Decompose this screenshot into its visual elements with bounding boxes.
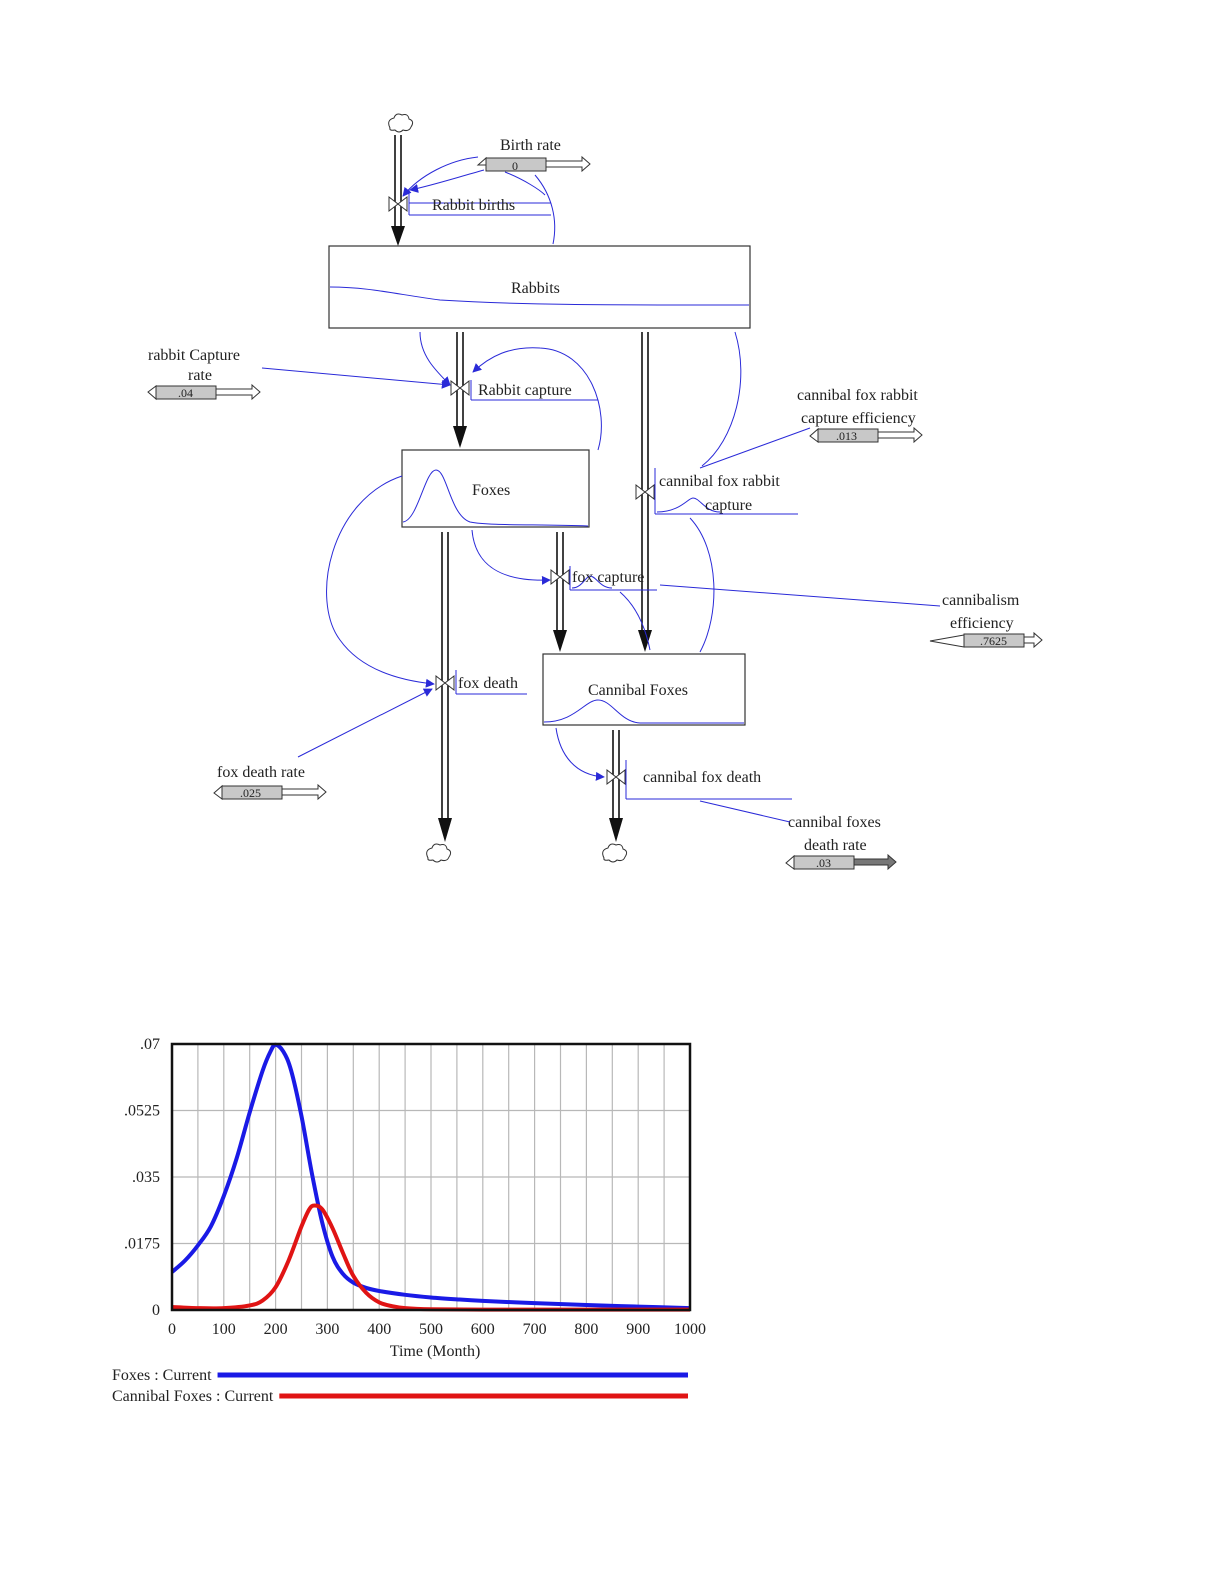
fox-death-label: fox death [458,675,518,692]
source-cloud-icon [389,114,413,132]
cannibalism-efficiency-label-1: cannibalism [942,592,1020,609]
foxes-line-chart [0,1030,760,1430]
x-tick-label: 600 [470,1321,495,1338]
rabbit-capture-rate-slider[interactable] [148,347,260,400]
y-tick-label: 0 [152,1302,160,1319]
legend-label: Cannibal Foxes : Current [112,1388,274,1405]
cannibal-fox-rabbit-capture-flow[interactable] [655,468,798,514]
x-tick-label: 300 [315,1321,340,1338]
chart-axes [124,1036,706,1338]
cannibal-fox-death-label: cannibal fox death [643,769,762,786]
cannibal-fox-rabbit-capture-efficiency-slider[interactable] [797,387,922,443]
rabbit-capture-rate-label-1: rabbit Capture [148,347,240,364]
x-tick-label: 400 [367,1321,392,1338]
cfdr-label-2: death rate [804,837,867,854]
valve-icon-cannibal-fox-death [607,770,625,784]
valve-icon-rabbit-births [389,197,407,211]
birth-rate-value: 0 [512,159,518,173]
rabbit-births-flow[interactable] [409,190,551,215]
x-tick-label: 0 [168,1321,176,1338]
foxes-label: Foxes [472,482,511,499]
rabbits-label: Rabbits [511,280,560,297]
cannibalism-efficiency-value: .7625 [980,634,1007,648]
x-tick-label: 900 [626,1321,651,1338]
flow-pipe-cannibal-fox-death [609,730,623,842]
valve-icon-cannibal-fox-rabbit-capture [636,485,654,499]
fox-capture-label: fox capture [572,569,645,586]
birth-rate-label: Birth rate [500,137,561,154]
birth-rate-slider[interactable] [478,137,590,173]
fox-capture-flow[interactable] [570,566,657,590]
fox-death-flow[interactable] [456,670,527,694]
cannibalism-efficiency-slider[interactable] [930,592,1042,648]
rabbit-capture-rate-value: .04 [178,386,193,400]
fox-death-rate-slider[interactable] [214,764,326,800]
foxes-stock[interactable] [402,450,589,527]
cfdr-value: .03 [816,856,831,870]
rabbit-capture-rate-label-2: rate [188,367,212,384]
cannibal-foxes-label: Cannibal Foxes [588,682,688,699]
cannibalism-efficiency-label-2: efficiency [950,615,1014,632]
cannibal-fox-rabbit-capture-label-2: capture [705,497,753,514]
chart-legend [112,1367,688,1405]
cannibal-foxes-death-rate-slider[interactable] [786,814,896,870]
y-tick-label: .0525 [124,1102,160,1120]
rabbit-capture-label: Rabbit capture [478,382,572,399]
cfrce-label-2: capture efficiency [801,410,916,427]
cfrce-value: .013 [836,429,857,443]
rabbit-capture-flow[interactable] [471,380,598,400]
x-tick-label: 100 [211,1321,236,1338]
x-tick-label: 800 [574,1321,599,1338]
y-tick-label: .035 [132,1169,160,1186]
cannibal-foxes-stock[interactable] [543,654,745,725]
valve-icon-fox-capture [551,570,569,584]
cfrce-label-1: cannibal fox rabbit [797,387,918,404]
sink-cloud-icon [427,844,451,862]
y-tick-label: .0175 [124,1235,160,1253]
flow-pipe-fox-capture [553,532,567,652]
fox-death-rate-value: .025 [240,786,261,800]
y-tick-label: .07 [140,1036,160,1053]
x-tick-label: 200 [263,1321,288,1338]
chart-grid [172,1044,690,1310]
flow-pipe-rabbit-births [391,135,405,246]
sink-cloud-icon-2 [603,844,627,862]
cfdr-label-1: cannibal foxes [788,814,881,831]
x-tick-label: 1000 [674,1321,706,1338]
rabbits-stock[interactable] [329,246,750,328]
legend-label: Foxes : Current [112,1367,212,1384]
valve-icon-fox-death [436,676,454,690]
x-tick-label: 700 [522,1321,547,1338]
x-tick-label: 500 [419,1321,443,1338]
cannibal-fox-rabbit-capture-label-1: cannibal fox rabbit [659,473,780,490]
valve-icon-rabbit-capture [451,381,469,395]
fox-death-rate-label: fox death rate [217,764,305,781]
cannibal-fox-death-flow[interactable] [626,760,792,799]
x-axis-label: Time (Month) [389,1343,481,1360]
rabbit-births-label: Rabbit births [432,197,516,214]
